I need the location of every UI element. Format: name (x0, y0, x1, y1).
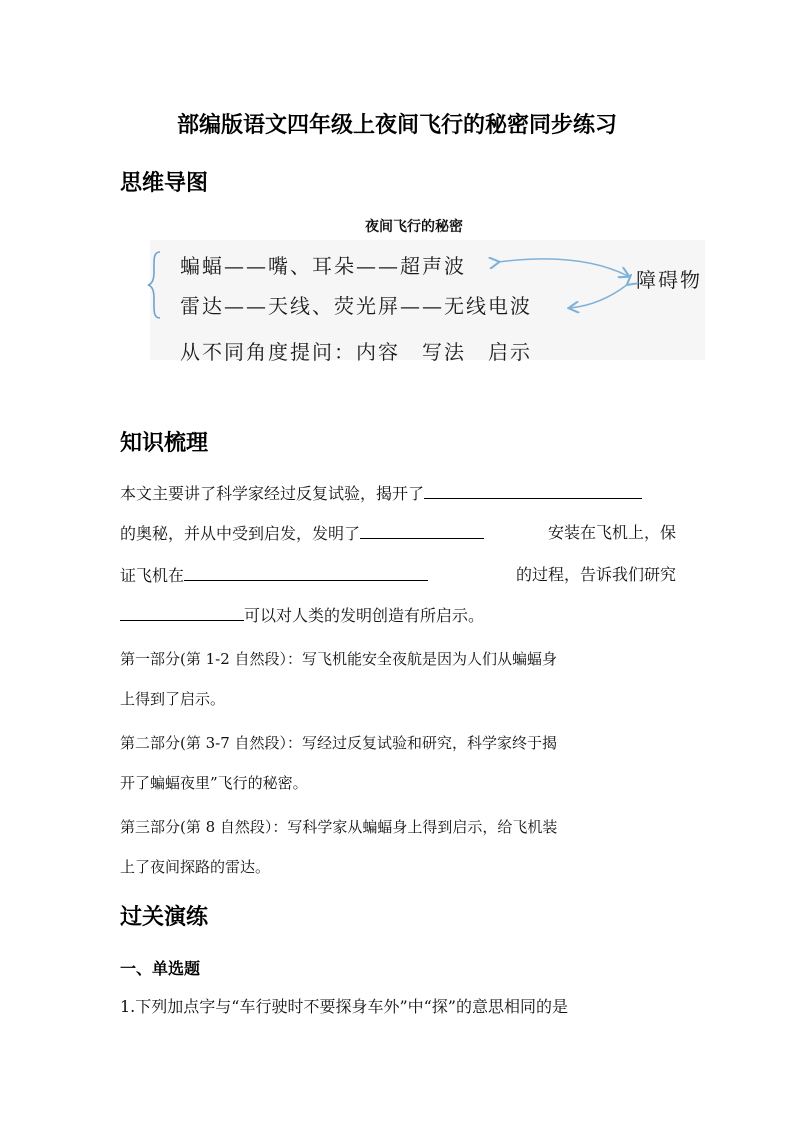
section-single-choice: 一、单选题 (120, 959, 201, 978)
part-2-line-b: 开了蝙蝠夜里”飞行的秘密。 (120, 774, 308, 792)
mindmap-line-bat: 蝙蝠——嘴、耳朵——超声波 (180, 254, 466, 278)
summary-text: 本文主要讲了科学家经过反复试验，揭开了 (120, 484, 425, 503)
part-2-line-a: 第二部分(第 3-7 自然段）：写经过反复试验和研究，科学家终于揭 (120, 734, 558, 752)
mindmap-arrows-icon (480, 248, 650, 318)
page-title: 部编版语文四年级上夜间飞行的秘密同步练习 (176, 113, 617, 138)
summary-line-3 (120, 564, 676, 587)
mindmap-obstacle: 障碍物 (636, 268, 702, 292)
summary-line-2 (120, 522, 676, 545)
knowledge-heading: 知识梳理 (120, 431, 209, 456)
summary-text: 证飞机在 (120, 566, 185, 585)
fill-blank-2[interactable] (360, 522, 484, 539)
part-1-line-a: 第一部分(第 1-2 自然段）：写飞机能安全夜航是因为人们从蝙蝠身 (120, 650, 558, 668)
left-brace-icon (146, 250, 166, 320)
summary-text: 的过程，告诉我们研究 (515, 565, 676, 584)
summary-text: 的奥秘，并从中受到启发，发明了 (120, 524, 361, 543)
mindmap-heading: 思维导图 (120, 171, 209, 196)
part-1-line-b: 上得到了启示。 (120, 690, 226, 708)
summary-text: 安装在飞机上，保 (547, 523, 676, 542)
part-3-line-a: 第三部分(第 8 自然段）：写科学家从蝙蝠身上得到启示，给飞机装 (120, 818, 558, 836)
question-1: 1.下列加点字与“车行驶时不要探身车外”中“探”的意思相同的是 (120, 997, 568, 1016)
part-3-line-b: 上了夜间探路的雷达。 (120, 858, 271, 876)
summary-text: 可以对人类的发明创造有所启示。 (244, 606, 485, 625)
mindmap-line-radar: 雷达——天线、荧光屏——无线电波 (180, 294, 532, 318)
mindmap-title: 夜间飞行的秘密 (365, 219, 463, 235)
summary-line-1 (120, 482, 676, 505)
practice-heading: 过关演练 (120, 905, 209, 930)
summary-line-4 (120, 604, 676, 627)
fill-blank-3[interactable] (184, 564, 428, 581)
mindmap-line-question: 从不同角度提问：内容 写法 启示 (180, 340, 532, 364)
fill-blank-4[interactable] (120, 604, 244, 621)
fill-blank-1[interactable] (424, 482, 642, 499)
